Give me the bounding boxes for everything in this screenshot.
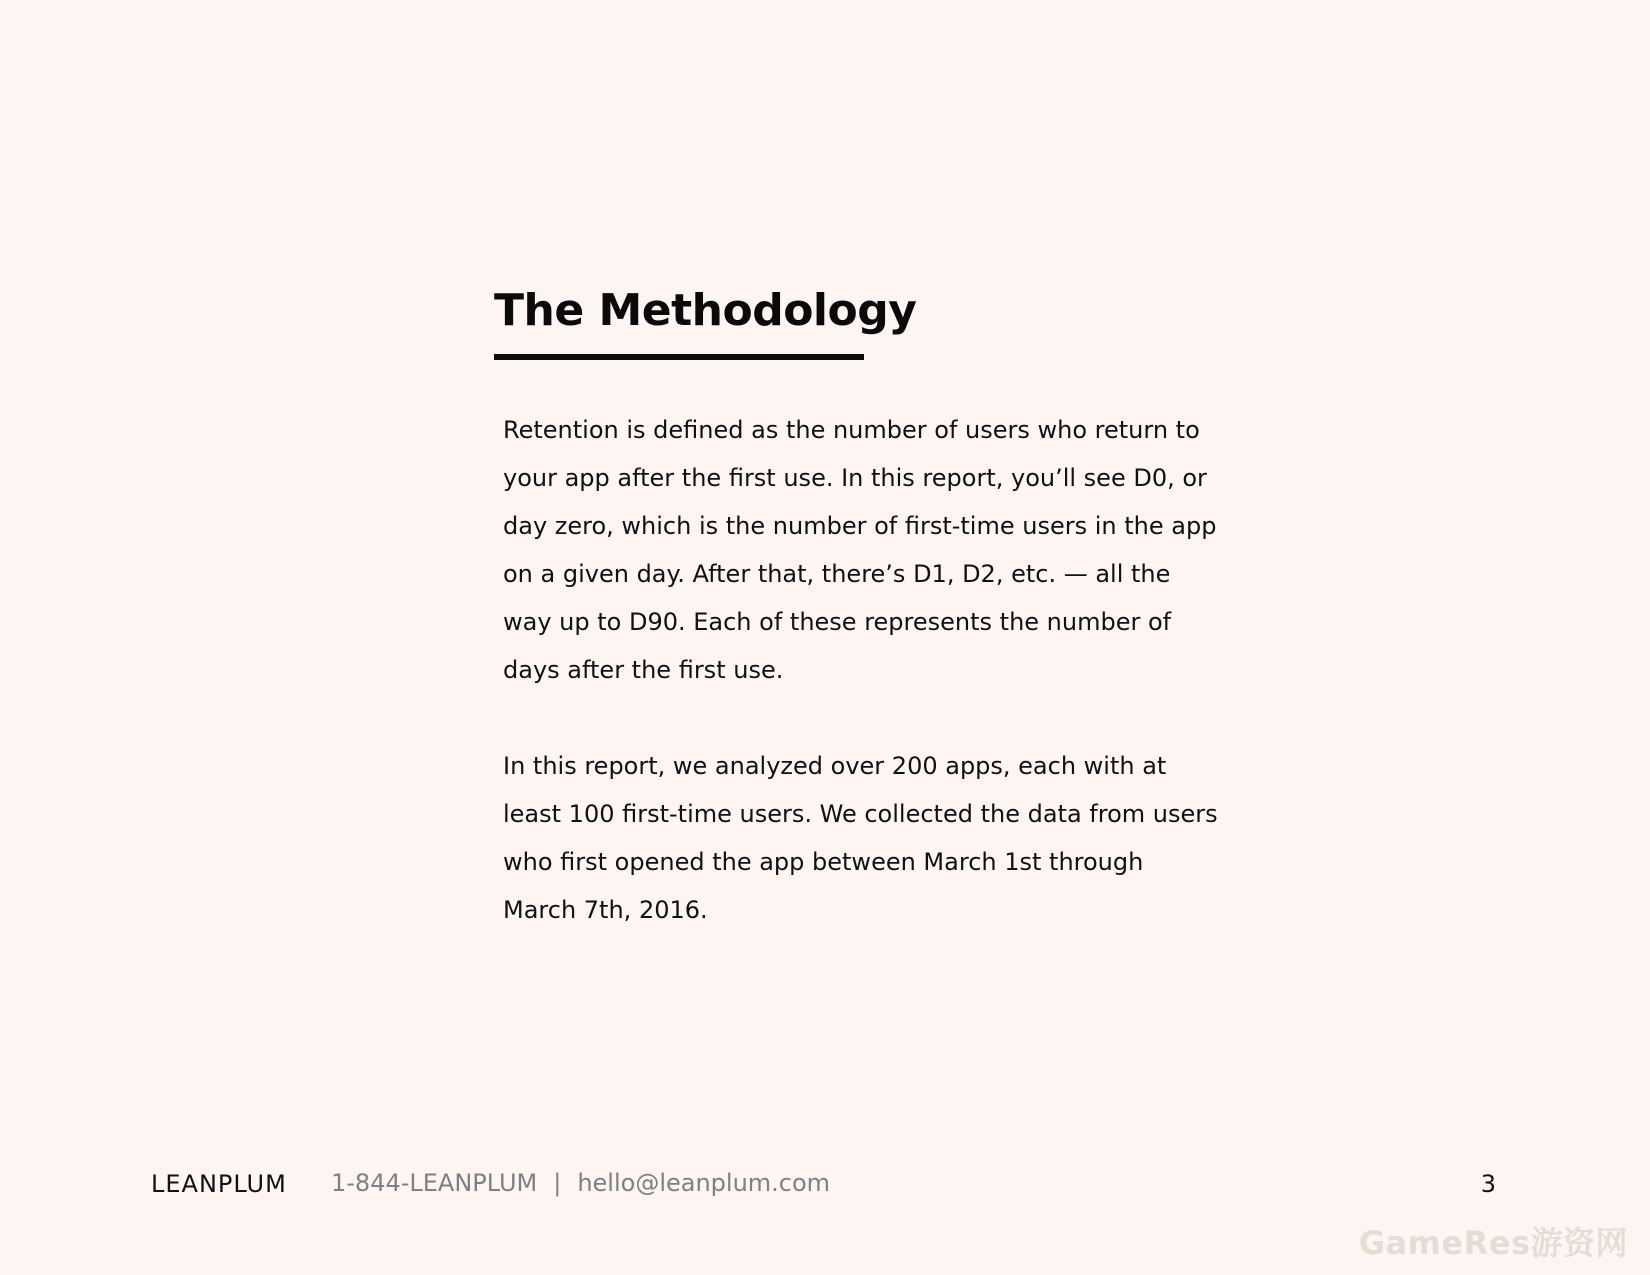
leanplum-logo: LEANPLUM (151, 1170, 287, 1198)
footer-email: hello@leanplum.com (577, 1169, 831, 1197)
paragraph-data-scope: In this report, we analyzed over 200 apps, each with at least 100 first-time users. We collected the data from users who first opened the app between March 1st through March 7th, 2016. (503, 752, 1218, 924)
watermark: GameRes游资网 (1358, 1224, 1628, 1262)
page-title: The Methodology (494, 285, 917, 336)
title-underline (494, 354, 864, 360)
title-block (494, 282, 916, 360)
page-number: 3 (1480, 1170, 1496, 1198)
footer-contact (331, 1167, 830, 1199)
footer-phone: 1-844-LEANPLUM (331, 1169, 538, 1197)
body-text (503, 406, 1223, 934)
paragraph-retention-definition: Retention is defined as the number of users who return to your app after the first use. In this report, you’ll see D0, or day zero, which is the number of first-time users in the app on a given day. After that, there’s D1, D2, etc. — all the way up to D90. Each of these represents the number of days after the first use. (503, 416, 1217, 684)
footer-separator: | (553, 1169, 562, 1197)
